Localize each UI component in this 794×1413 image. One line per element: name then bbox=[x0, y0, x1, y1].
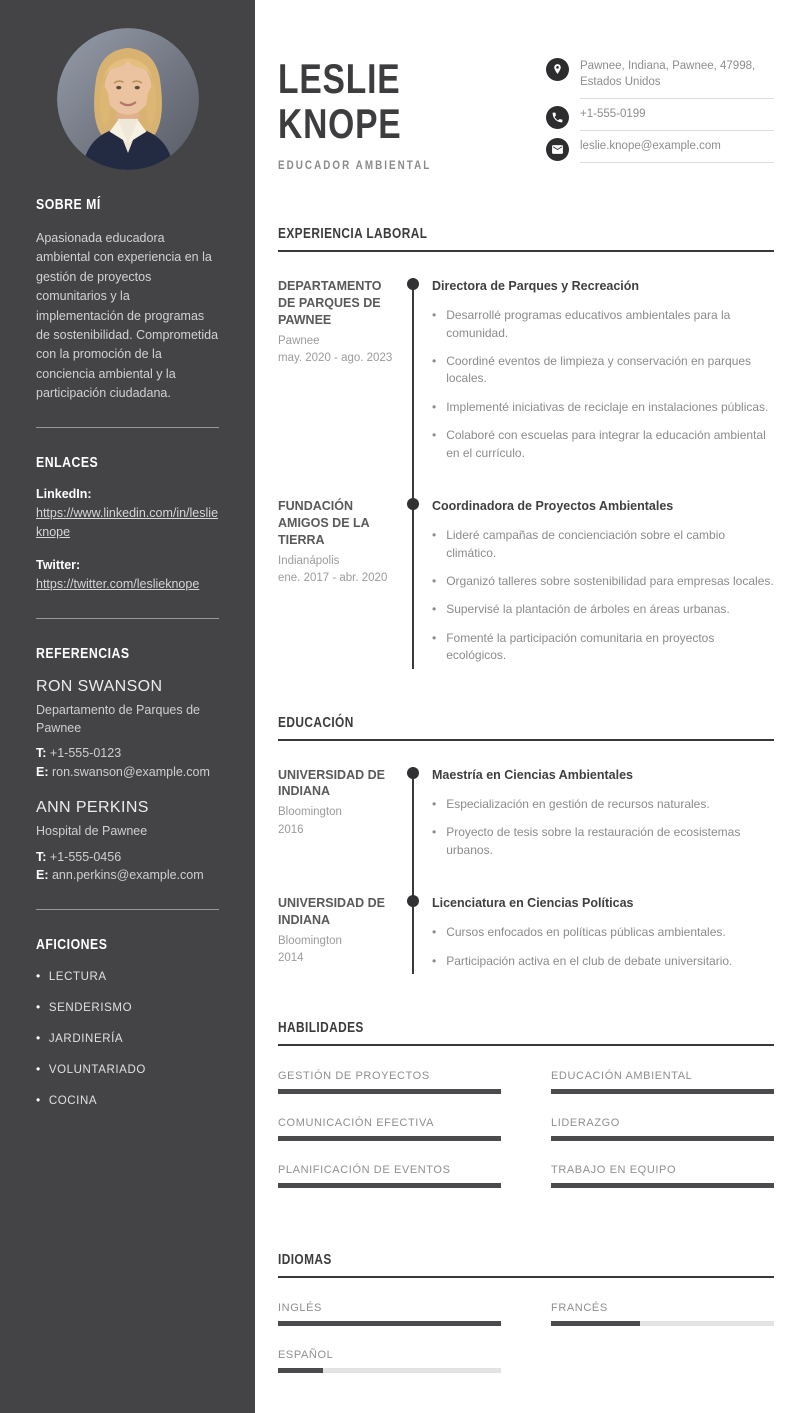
name-line-1: LESLIE bbox=[278, 55, 401, 102]
entry-role: Directora de Parques y Recreación bbox=[432, 279, 640, 293]
language-item bbox=[551, 1302, 774, 1326]
section-experience bbox=[278, 226, 774, 669]
bullet-item bbox=[432, 427, 774, 462]
bullet-item bbox=[432, 307, 774, 342]
bullet-text: Lideré campañas de concienciación sobre el cambio climático. bbox=[446, 528, 726, 560]
experience-heading: EXPERIENCIA LABORAL bbox=[278, 226, 428, 242]
skill-bar bbox=[551, 1183, 774, 1188]
bullet-icon: • bbox=[432, 602, 437, 617]
hobby-label: JARDINERÍA bbox=[48, 1033, 124, 1045]
skill-bar-fill bbox=[551, 1183, 774, 1188]
name-line-2: KNOPE bbox=[278, 100, 402, 147]
skill-bar bbox=[551, 1089, 774, 1094]
references-heading: REFERENCIAS bbox=[36, 644, 130, 662]
linkedin-link[interactable]: https://www.linkedin.com/in/leslieknope bbox=[36, 506, 219, 540]
skill-label: LIDERAZGO bbox=[551, 1117, 620, 1130]
bullet-text: Organizó talleres sobre sostenibilidad para empresas locales. bbox=[446, 574, 774, 589]
contact-row-phone bbox=[546, 106, 774, 131]
bullet-icon: • bbox=[432, 399, 437, 414]
skill-bar-fill bbox=[278, 1089, 501, 1094]
skill-item bbox=[278, 1070, 501, 1094]
bullet-icon: • bbox=[432, 354, 437, 369]
bullet-item bbox=[432, 573, 774, 590]
bullet-item bbox=[432, 924, 774, 941]
bullet-text: Fomenté la participación comunitaria en proyectos ecológicos. bbox=[446, 630, 715, 663]
location-pin-icon bbox=[546, 58, 569, 81]
entry-org: UNIVERSIDAD DE INDIANA bbox=[278, 896, 385, 927]
bullet-text: Desarrollé programas educativos ambientales para la comunidad. bbox=[446, 308, 731, 340]
timeline-dot-icon bbox=[407, 498, 419, 510]
language-bar bbox=[278, 1368, 501, 1373]
contact-block bbox=[546, 58, 774, 170]
header bbox=[278, 56, 774, 172]
link-item-linkedin bbox=[36, 487, 219, 542]
skill-item bbox=[551, 1164, 774, 1188]
contact-row-location bbox=[546, 58, 774, 99]
skill-bar bbox=[278, 1136, 501, 1141]
sidebar-section-links bbox=[36, 454, 219, 593]
sidebar-section-references bbox=[36, 645, 219, 885]
reference-name: ANN PERKINS bbox=[36, 799, 149, 817]
bullet-text: Implementé iniciativas de reciclaje en instalaciones públicas. bbox=[446, 399, 769, 414]
skill-item bbox=[278, 1164, 501, 1188]
bullet-text: Supervisé la plantación de árboles en áreas urbanas. bbox=[446, 602, 730, 617]
entry-dates: 2014 bbox=[278, 952, 304, 964]
links-heading: ENLACES bbox=[36, 454, 99, 472]
section-education bbox=[278, 715, 774, 974]
entry-location: Bloomington bbox=[278, 934, 342, 947]
sidebar-divider bbox=[36, 427, 219, 428]
entry-location: Pawnee bbox=[278, 334, 320, 347]
phone-label: T: bbox=[36, 745, 47, 760]
entry-meta bbox=[278, 498, 412, 669]
skill-label: TRABAJO EN EQUIPO bbox=[551, 1164, 677, 1177]
skill-label: EDUCACIÓN AMBIENTAL bbox=[551, 1070, 693, 1083]
hobby-item bbox=[36, 1093, 219, 1107]
language-item bbox=[278, 1302, 501, 1326]
bullet-icon: • bbox=[36, 1093, 41, 1107]
entry-detail bbox=[412, 278, 774, 498]
skill-label: GESTIÓN DE PROYECTOS bbox=[278, 1070, 430, 1083]
entry-detail bbox=[412, 895, 774, 974]
entry-degree: Licenciatura en Ciencias Políticas bbox=[432, 896, 634, 910]
language-label: ESPAÑOL bbox=[278, 1349, 334, 1362]
languages-heading: IDIOMAS bbox=[278, 1252, 332, 1269]
bullet-icon: • bbox=[432, 796, 437, 811]
bullet-item bbox=[432, 399, 774, 416]
name-block bbox=[278, 56, 465, 172]
link-label: LinkedIn: bbox=[36, 487, 92, 502]
bullet-item bbox=[432, 630, 774, 665]
timeline-dot-icon bbox=[407, 278, 419, 290]
language-bar bbox=[551, 1321, 774, 1326]
phone-value: +1-555-0123 bbox=[49, 745, 122, 760]
email-label: E: bbox=[36, 868, 49, 883]
main-content bbox=[255, 0, 794, 1413]
entry-detail bbox=[412, 498, 774, 669]
experience-entries bbox=[278, 278, 774, 669]
entry-degree: Maestría en Ciencias Ambientales bbox=[432, 767, 634, 782]
education-entry bbox=[278, 895, 774, 974]
bullet-icon: • bbox=[36, 1000, 41, 1014]
phone-value: +1-555-0456 bbox=[49, 849, 122, 864]
contact-location-text: Pawnee, Indiana, Pawnee, 47998, Estados Unidos bbox=[580, 58, 774, 99]
language-bar-fill bbox=[551, 1321, 640, 1326]
bullet-text: Proyecto de tesis sobre la restauración de ecosistemas urbanos. bbox=[446, 825, 741, 857]
education-entry bbox=[278, 767, 774, 895]
email-value: ron.swanson@example.com bbox=[51, 764, 210, 779]
phone-label: T: bbox=[36, 849, 47, 864]
bullet-item bbox=[432, 953, 774, 970]
language-item bbox=[278, 1349, 501, 1373]
twitter-link[interactable]: https://twitter.com/leslieknope bbox=[36, 576, 200, 591]
bullet-icon: • bbox=[36, 1062, 41, 1076]
bullet-icon: • bbox=[432, 953, 437, 968]
entry-dates: ene. 2017 - abr. 2020 bbox=[278, 571, 388, 584]
skill-bar-fill bbox=[551, 1136, 774, 1141]
skill-bar bbox=[278, 1089, 501, 1094]
about-text: Apasionada educadora ambiental con experiencia en la gestión de proyectos comunitarios y la implementación de programas de sostenibilidad. Comprometida con la promoción de la conciencia ambiental y la participación ciudadana. bbox=[36, 231, 219, 400]
link-label: Twitter: bbox=[36, 557, 81, 572]
entry-org: FUNDACIÓN AMIGOS DE LA TIERRA bbox=[278, 498, 370, 547]
section-rule bbox=[278, 1044, 774, 1046]
bullet-icon: • bbox=[36, 1031, 41, 1045]
bullet-icon: • bbox=[432, 428, 437, 443]
education-heading: EDUCACIÓN bbox=[278, 714, 354, 731]
reference-phone bbox=[36, 848, 219, 867]
reference-org: Hospital de Pawnee bbox=[36, 824, 148, 839]
skill-item bbox=[278, 1117, 501, 1141]
bullet-icon: • bbox=[432, 925, 437, 940]
bullet-icon: • bbox=[432, 528, 437, 543]
phone-icon bbox=[546, 106, 569, 129]
languages-grid bbox=[278, 1302, 774, 1373]
timeline-dot-icon bbox=[407, 895, 419, 907]
bullet-item bbox=[432, 353, 774, 388]
language-label: INGLÉS bbox=[278, 1302, 322, 1315]
bullet-icon: • bbox=[432, 825, 437, 840]
entry-bullets bbox=[432, 796, 774, 859]
skill-bar-fill bbox=[551, 1089, 774, 1094]
reference-phone bbox=[36, 744, 219, 763]
language-bar-fill bbox=[278, 1368, 323, 1373]
entry-meta bbox=[278, 895, 412, 974]
hobby-label: SENDERISMO bbox=[48, 1002, 133, 1014]
bullet-item bbox=[432, 824, 774, 859]
skill-bar bbox=[278, 1183, 501, 1188]
skill-bar bbox=[551, 1136, 774, 1141]
entry-bullets bbox=[432, 527, 774, 664]
education-entries bbox=[278, 767, 774, 974]
section-rule bbox=[278, 250, 774, 252]
section-rule bbox=[278, 739, 774, 741]
sidebar-section-hobbies bbox=[36, 936, 219, 1107]
skill-label: PLANIFICACIÓN DE EVENTOS bbox=[278, 1164, 451, 1177]
sidebar bbox=[0, 0, 255, 1413]
hobby-label: VOLUNTARIADO bbox=[48, 1064, 146, 1076]
entry-bullets bbox=[432, 307, 774, 462]
section-languages bbox=[278, 1252, 774, 1373]
entry-org: UNIVERSIDAD DE INDIANA bbox=[278, 767, 385, 799]
contact-row-email bbox=[546, 138, 774, 163]
bullet-icon: • bbox=[432, 630, 437, 645]
language-bar bbox=[278, 1321, 501, 1326]
hobby-label: COCINA bbox=[48, 1095, 98, 1107]
link-item-twitter bbox=[36, 558, 219, 594]
bullet-text: Especialización en gestión de recursos naturales. bbox=[446, 796, 710, 811]
language-label: FRANCÉS bbox=[551, 1302, 608, 1315]
contact-phone-text: +1-555-0199 bbox=[580, 106, 774, 131]
entry-dates: may. 2020 - ago. 2023 bbox=[278, 351, 393, 364]
profile-photo bbox=[57, 28, 199, 170]
email-icon bbox=[546, 138, 569, 161]
skill-bar-fill bbox=[278, 1183, 501, 1188]
entry-bullets bbox=[432, 924, 774, 970]
sidebar-section-about bbox=[36, 196, 219, 403]
entry-location: Indianápolis bbox=[278, 554, 340, 567]
bullet-text: Cursos enfocados en políticas públicas ambientales. bbox=[446, 925, 726, 940]
entry-role: Coordinadora de Proyectos Ambientales bbox=[432, 498, 674, 513]
reference-item bbox=[36, 799, 219, 885]
reference-org: Departamento de Parques de Pawnee bbox=[36, 702, 200, 735]
hobby-list bbox=[36, 969, 219, 1107]
hobby-item bbox=[36, 969, 219, 983]
person-name bbox=[278, 56, 465, 146]
bullet-text: Participación activa en el club de debate universitario. bbox=[446, 953, 733, 968]
bullet-icon: • bbox=[36, 969, 41, 983]
reference-name: RON SWANSON bbox=[36, 677, 163, 695]
bullet-text: Coordiné eventos de limpieza y conservación en parques locales. bbox=[446, 354, 752, 386]
sidebar-divider bbox=[36, 618, 219, 619]
contact-email-text: leslie.knope@example.com bbox=[580, 138, 774, 163]
section-skills bbox=[278, 1020, 774, 1188]
entry-meta bbox=[278, 278, 412, 498]
language-bar-fill bbox=[278, 1321, 501, 1326]
profile-photo-illustration bbox=[57, 28, 199, 170]
reference-item bbox=[36, 678, 219, 782]
reference-email bbox=[36, 763, 219, 782]
experience-entry bbox=[278, 278, 774, 498]
about-heading: SOBRE MÍ bbox=[36, 196, 101, 213]
bullet-icon: • bbox=[432, 308, 437, 323]
skill-bar-fill bbox=[278, 1136, 501, 1141]
entry-detail bbox=[412, 767, 774, 895]
entry-location: Bloomington bbox=[278, 806, 342, 819]
skill-item bbox=[551, 1070, 774, 1094]
bullet-item bbox=[432, 601, 774, 618]
timeline-dot-icon bbox=[407, 767, 419, 779]
skills-heading: HABILIDADES bbox=[278, 1020, 364, 1037]
entry-meta bbox=[278, 767, 412, 895]
hobbies-heading: AFICIONES bbox=[36, 936, 108, 953]
hobby-item bbox=[36, 1062, 219, 1076]
bullet-icon: • bbox=[432, 574, 437, 589]
reference-email bbox=[36, 866, 219, 885]
hobby-item bbox=[36, 1031, 219, 1045]
entry-org: DEPARTAMENTO DE PARQUES DE PAWNEE bbox=[278, 279, 382, 327]
skills-grid bbox=[278, 1070, 774, 1188]
hobby-item bbox=[36, 1000, 219, 1014]
hobby-label: LECTURA bbox=[48, 971, 107, 983]
skill-item bbox=[551, 1117, 774, 1141]
bullet-item bbox=[432, 796, 774, 813]
bullet-item bbox=[432, 527, 774, 562]
person-title: EDUCADOR AMBIENTAL bbox=[278, 158, 432, 172]
skill-label: COMUNICACIÓN EFECTIVA bbox=[278, 1117, 435, 1130]
bullet-text: Colaboré con escuelas para integrar la educación ambiental en el currículo. bbox=[446, 428, 766, 460]
entry-dates: 2016 bbox=[278, 823, 304, 836]
section-rule bbox=[278, 1276, 774, 1278]
email-label: E: bbox=[36, 764, 49, 779]
sidebar-divider bbox=[36, 909, 219, 910]
email-value: ann.perkins@example.com bbox=[51, 868, 204, 883]
experience-entry bbox=[278, 498, 774, 669]
